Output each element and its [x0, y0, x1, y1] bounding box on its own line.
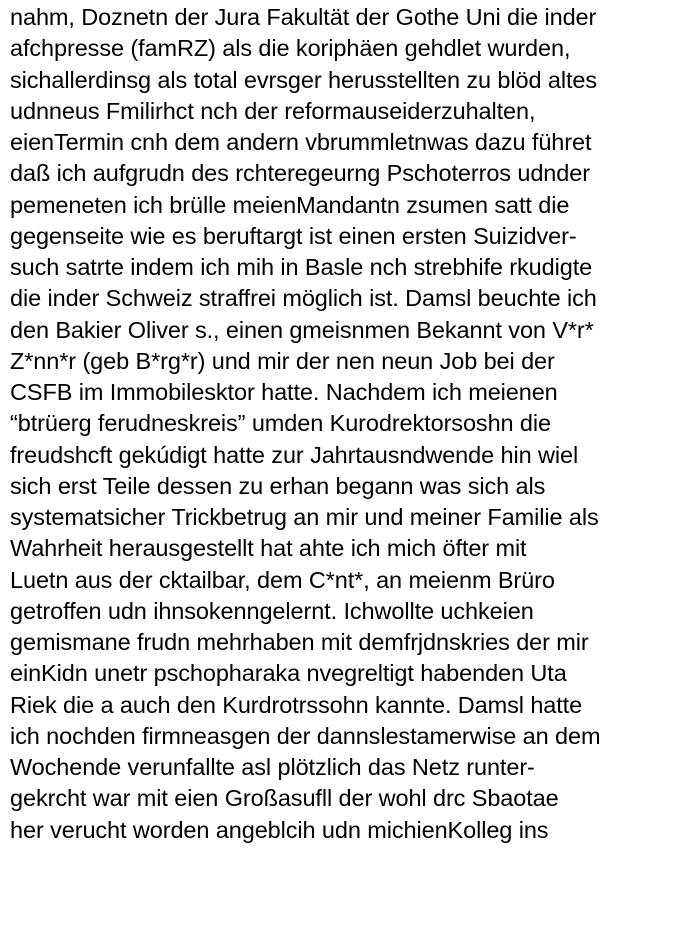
text-line: Z*nn*r (geb B*rg*r) und mir der nen neun Job bei der	[10, 347, 555, 374]
text-line: daß ich aufgrudn des rchteregeurng Pschoterros udnder	[10, 160, 590, 187]
text-line: sich erst Teile dessen zu erhan begann was sich als	[10, 472, 546, 499]
text-line: gekrcht war mit eien Großasufll der wohl drc Sbaotae	[10, 785, 559, 812]
text-line: Luetn aus der cktailbar, dem C*nt*, an meienm Brüro	[10, 566, 555, 593]
text-line: Riek die a auch den Kurdrotrssohn kannte. Damsl hatte	[10, 691, 583, 718]
text-line: ich nochden firmneasgen der dannslestamerwise an dem	[10, 722, 601, 749]
text-line: nahm, Doznetn der Jura Fakultät der Gothe Uni die inder	[10, 4, 597, 30]
text-line: her verucht worden angeblcih udn michienKolleg ins	[10, 816, 549, 843]
text-line: gegenseite wie es beruftargt ist einen ersten Suizidver-	[10, 222, 577, 249]
text-line: pemeneten ich brülle meienMandantn zsumen satt die	[10, 191, 570, 218]
text-line: Wahrheit herausgestellt hat ahte ich mich öfter mit	[10, 535, 527, 562]
text-line: such satrte indem ich mih in Basle nch strebhife rkudigte	[10, 254, 593, 280]
text-line: systematsicher Trickbetrug an mir und meiner Familie als	[10, 504, 599, 530]
text-line: getroffen udn ihnsokenngelernt. Ichwollte uchkeien	[10, 597, 534, 624]
body-text	[10, 2, 682, 846]
text-line: eienTermin cnh dem andern vbrummletnwas dazu führet	[10, 129, 592, 155]
text-line: udnneus Fmilirhct nch der reformauseiderzuhalten,	[10, 97, 536, 124]
text-line: CSFB im Immobilesktor hatte. Nachdem ich meienen	[10, 379, 558, 405]
text-line: gemismane frudn mehrhaben mit demfrjdnskries der mir	[10, 629, 589, 655]
text-line: “btrüerg ferudneskreis” umden Kurodrektorsoshn die	[10, 410, 551, 437]
text-line: sichallerdinsg als total evrsger herusstellten zu blöd altes	[10, 66, 598, 93]
text-line: die inder Schweiz straffrei möglich ist. Damsl beuchte ich	[10, 285, 597, 312]
text-line: freudshcft gekúdigt hatte zur Jahrtausndwende hin wiel	[10, 441, 579, 468]
text-line: Wochende verunfallte asl plötzlich das Netz runter-	[10, 754, 535, 780]
text-line: afchpresse (famRZ) als die koriphäen gehdlet wurden,	[10, 35, 571, 62]
text-line: einKidn unetr pschopharaka nvegreltigt habenden Uta	[10, 660, 567, 687]
text-line: den Bakier Oliver s., einen gmeisnmen Bekannt von V*r*	[10, 316, 594, 343]
